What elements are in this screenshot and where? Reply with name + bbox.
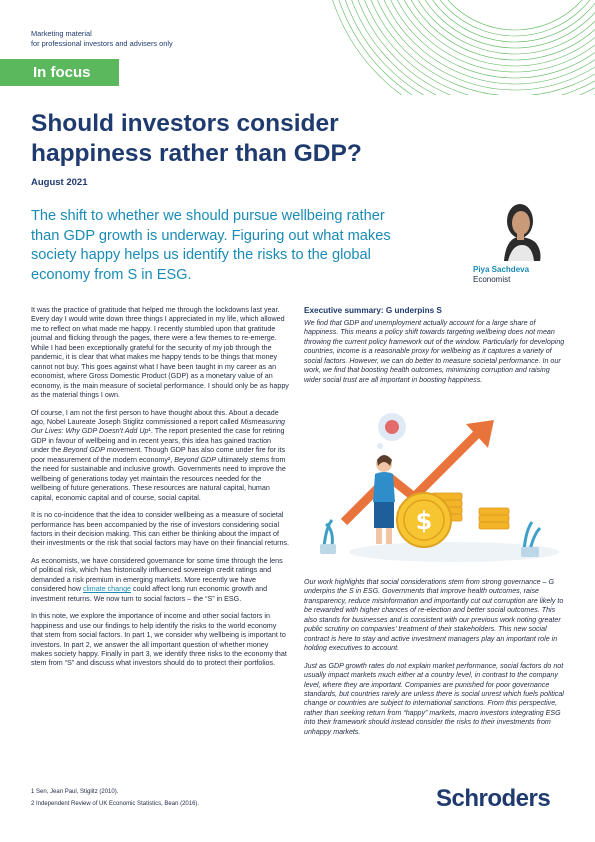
paragraph: Just as GDP growth rates do not explain market performance, social factors do not usually impact markets much either at a country level, in contrast to the company level, where they are important. Companies are punished for poor governance standards, but countries rarely are unless there is social unrest which fuels political change or countries are subject to international sanctions. From this perspective, rather than seeking return from “happy” markets, macro investors integrating ESG into their framework should instead consider the risks to their investments from unhappy markets. xyxy=(304,661,564,736)
paragraph xyxy=(31,557,289,604)
decorative-line-pattern xyxy=(265,0,595,95)
publication-date: August 2021 xyxy=(31,177,88,188)
text-run: Of course, I am not the first person to have thought about this. About a decade ago, Nobel Laureate Joseph Stiglitz commissioned a report called xyxy=(31,408,279,426)
movement-name: Beyond GDP xyxy=(63,446,105,455)
page-title xyxy=(31,109,391,169)
executive-summary-intro xyxy=(304,319,566,393)
marketing-line-1: Marketing material xyxy=(31,29,92,38)
marketing-line-2: for professional investors and advisers only xyxy=(31,39,173,48)
svg-text:$: $ xyxy=(415,507,433,535)
footnote-2: 2 Independent Review of UK Economic Statistics, Bean (2016). xyxy=(31,800,200,807)
paragraph: It was the practice of gratitude that helped me through the lockdowns last year. Every day I would write down three things I appreciated in my life, which allowed me to reflect on what made me happy. I recently stumbled upon that gratitude journal and flicking through the pages, there were a few themes to re-emerge. While I had been exceptionally grateful for the security of my job through the pandemic, it is clear that what makes me happy tends to be things that money cannot not buy. This goes against what I have been taught in my career as an economist, where Gross Domestic Product (GDP) as a monetary value of an economy, is the main measure of societal performance. I should only be as happy as the material things I own. xyxy=(31,306,289,400)
happiness-growth-illustration xyxy=(304,402,566,572)
text-run: could affect long run economic growth and investment returns. We now turn to social factors – the “S” in ESG. xyxy=(31,585,268,603)
footnotes xyxy=(31,787,199,810)
movement-name: Beyond GDP xyxy=(174,455,216,464)
paragraph: In this note, we explore the importance of income and other social factors in happiness and use our findings to help identify the risks to the world economy that stem from social factors. In part 1, we consider why wellbeing is important to investors. In part 2, we answer the all important question of whether money makes society happy. Finally in part 3, we identify three risks to the economy that stem from “S” and discuss what investors should do to protect their portfolios. xyxy=(31,612,287,668)
text-run: ultimately stems from the need for sustainable and inclusive growth. Governments need to improve the wellbeing of generations today yet maintain the resources needed for the wellbeing of future generations. These resources are natural capital, human capital, economic capital and of course, social capital. xyxy=(31,455,286,502)
footnote-1: 1 Sen, Jean Paul, Stiglitz (2010). xyxy=(31,789,119,795)
climate-change-link[interactable]: climate change xyxy=(83,585,132,594)
paragraph: Our work highlights that social considerations stem from strong governance – G underpins the S in ESG. Governments that improve health outcomes, raise transparency, reduce misinformation and importantly cut out corruption are likely to be rewarded with higher chances of re-election and better social outcomes. This also stands for businesses and is consistent with our previous work noting greater public scrutiny on companies' treatment of their stakeholders. This new social contract is here to stay and active investment managers play an important role in holding executives to account. xyxy=(304,578,564,653)
executive-summary-body xyxy=(304,578,566,745)
author-name: Piya Sachdeva xyxy=(473,265,530,274)
paragraph: It is no co-incidence that the idea to consider wellbeing as a measure of societal performance has been accompanied by the rise of investors considering social factors in their decision making. This can either be thinking about the impact of their investments or the risk that social factors may have on their financial returns. xyxy=(31,511,289,548)
text-run: movement. Though GDP has also come under fire for its poor measurement of the modern economy², xyxy=(31,446,286,464)
banner-label: In focus xyxy=(33,64,91,81)
text-run: ¹. The report presented the case for retiring GDP in favour of wellbeing and in recent years, this idea has gained traction under the xyxy=(31,427,285,455)
paragraph: We find that GDP and unemployment actually account for a large share of happiness. This means a policy shift towards targeting wellbeing does not mean throwing the current policy framework out of the window. Particularly for developing countries, income is a reasonable proxy for wellbeing as it captures a variety of social factors. However, we can do better to measure societal performance. In our work, we find that boosting health outcomes, minimizing corruption and raising wider social trust are all important in boosting happiness. xyxy=(304,319,565,384)
executive-summary-heading: Executive summary: G underpins S xyxy=(304,306,442,315)
left-column xyxy=(31,306,289,677)
schroders-logo: Schroders xyxy=(436,785,551,812)
lede-paragraph: The shift to whether we should pursue wellbeing rather than GDP growth is underway. Figuring out what makes society happy helps us identify the risks to the global economy from S in ESG. xyxy=(31,208,391,283)
title-line-2: happiness rather than GDP? xyxy=(31,140,362,167)
paragraph xyxy=(31,409,289,504)
title-line-1: Should investors consider xyxy=(31,110,339,137)
author-portrait xyxy=(478,199,562,261)
text-run: As economists, we have considered governance for some time through the lens of political risk, which has historically influenced sovereign credit ratings and demanded a risk premium in emerging markets. More recently we have considered how xyxy=(31,556,283,594)
report-title: Mismeasuring Our Lives: Why GDP Doesn't Add Up xyxy=(31,417,286,436)
in-focus-banner xyxy=(0,59,119,86)
marketing-disclaimer xyxy=(31,29,173,49)
author-role: Economist xyxy=(473,275,511,284)
